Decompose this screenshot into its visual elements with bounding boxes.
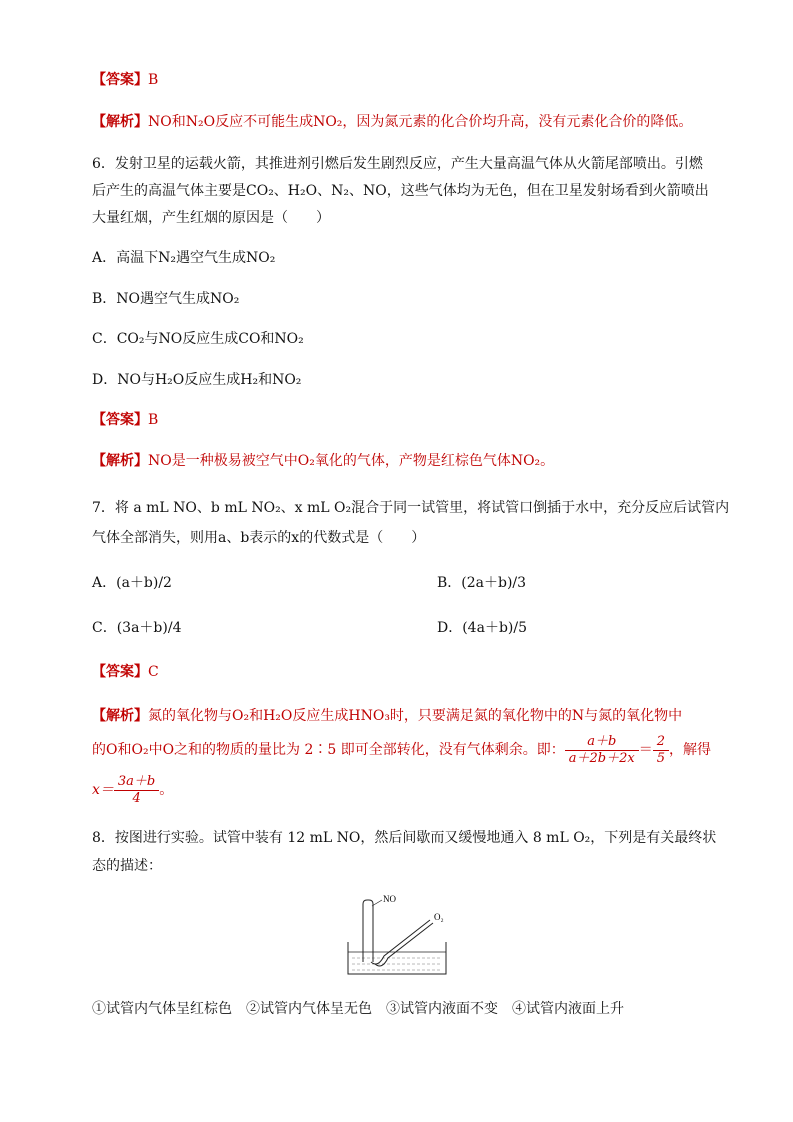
x-equals: x＝: [92, 782, 114, 798]
q7-analysis-line2: [92, 732, 711, 768]
analysis-text: 氮的氧化物与O₂和H₂O反应生成HNO₃时，只要满足氮的氧化物中的N与氮的氧化物中: [148, 708, 683, 724]
q6-analysis: [92, 451, 701, 471]
q6-stem-line1: 6．发射卫星的运载火箭，其推进剂引燃后发生剧烈反应，产生大量高温气体从火箭尾部喷出。引燃: [92, 156, 703, 172]
analysis-text: NO和N₂O反应不可能生成NO₂，因为氮元素的化合价均升高，没有元素化合价的降低。: [148, 114, 693, 130]
q7-analysis-line3: [92, 772, 701, 808]
answer-label: 【答案】: [92, 412, 148, 428]
answer-value: C: [148, 664, 159, 680]
q6-option-a: A．高温下N₂遇空气生成NO₂: [92, 250, 276, 266]
q6-option-b: B．NO遇空气生成NO₂: [92, 291, 240, 307]
q8-stem-line2: 态的描述：: [92, 858, 162, 874]
analysis-label: 【解析】: [92, 708, 148, 724]
figure-label-no: NO: [383, 894, 396, 904]
gas-delivery-tube: [371, 920, 430, 964]
q5-answer: [92, 70, 701, 90]
answer-label: 【答案】: [92, 72, 148, 88]
answer-value: B: [148, 72, 159, 88]
q7-option-c: C．(3a＋b)/4: [92, 620, 182, 636]
fraction-numerator: 2: [656, 733, 665, 749]
answer-value: B: [148, 412, 159, 428]
equals-sign: ＝: [638, 742, 653, 758]
fraction-ratio-left: [565, 734, 639, 767]
q7-stem-line1: 7．将 a mL NO、b mL NO₂、x mL O₂混合于同一试管里，将试管口倒插于水中，充分反应后试管内: [92, 500, 730, 516]
fraction-denominator: 4: [114, 790, 159, 807]
fraction-result: [114, 774, 159, 807]
fraction-ratio-right: [653, 734, 669, 767]
analysis-text: NO是一种极易被空气中O₂氧化的气体，产物是红棕色气体NO₂。: [148, 453, 555, 469]
q7-option-a: A．(a＋b)/2: [92, 575, 172, 591]
period: 。: [159, 782, 174, 798]
gas-delivery-tube: [375, 923, 433, 966]
fraction-denominator: a＋2b＋2x: [565, 750, 639, 767]
fraction-denominator: 5: [653, 750, 669, 767]
q7-options-row2: [92, 618, 701, 638]
label-leader-line: [372, 900, 382, 906]
analysis-text: ，解得: [669, 742, 711, 758]
q7-stem-line2: 气体全部消失，则用a、b表示的x的代数式是（ ）: [92, 530, 426, 546]
analysis-label: 【解析】: [92, 453, 148, 469]
q7-options-row1: [92, 573, 701, 593]
fraction-numerator: 3a＋b: [117, 773, 156, 789]
q8-stem-line1: 8．按图进行实验。试管中装有 12 mL NO，然后间歇而又缓慢地通入 8 mL O₂，下列是有关最终状: [92, 830, 717, 846]
q6-option-c: C．CO₂与NO反应生成CO和NO₂: [92, 331, 304, 347]
analysis-label: 【解析】: [92, 114, 148, 130]
q6-stem-line2: 后产生的高温气体主要是CO₂、H₂O、N₂、NO，这些气体均为无色，但在卫星发射场看到火箭喷出: [92, 183, 709, 199]
q7-option-d: D．(4a＋b)/5: [437, 620, 527, 636]
q6-answer: [92, 410, 701, 430]
answer-label: 【答案】: [92, 664, 148, 680]
q8-statements: ①试管内气体呈红棕色 ②试管内气体呈无色 ③试管内液面不变 ④试管内液面上升: [92, 1001, 624, 1017]
test-tube: [363, 900, 373, 962]
q6-stem-line3: 大量红烟，产生红烟的原因是（ ）: [92, 210, 330, 226]
q7-answer: [92, 662, 701, 682]
figure-label-o2: O₂: [434, 912, 444, 922]
experiment-apparatus-figure: [338, 892, 458, 980]
q7-option-b: B．(2a＋b)/3: [437, 575, 527, 591]
q5-analysis: [92, 112, 701, 132]
q6-option-d: D．NO与H₂O反应生成H₂和NO₂: [92, 372, 302, 388]
analysis-text: 的O和O₂中O之和的物质的量比为 2∶5 即可全部转化，没有气体剩余。即：: [92, 742, 565, 758]
q7-analysis-line1: [92, 706, 701, 726]
fraction-numerator: a＋b: [587, 733, 617, 749]
